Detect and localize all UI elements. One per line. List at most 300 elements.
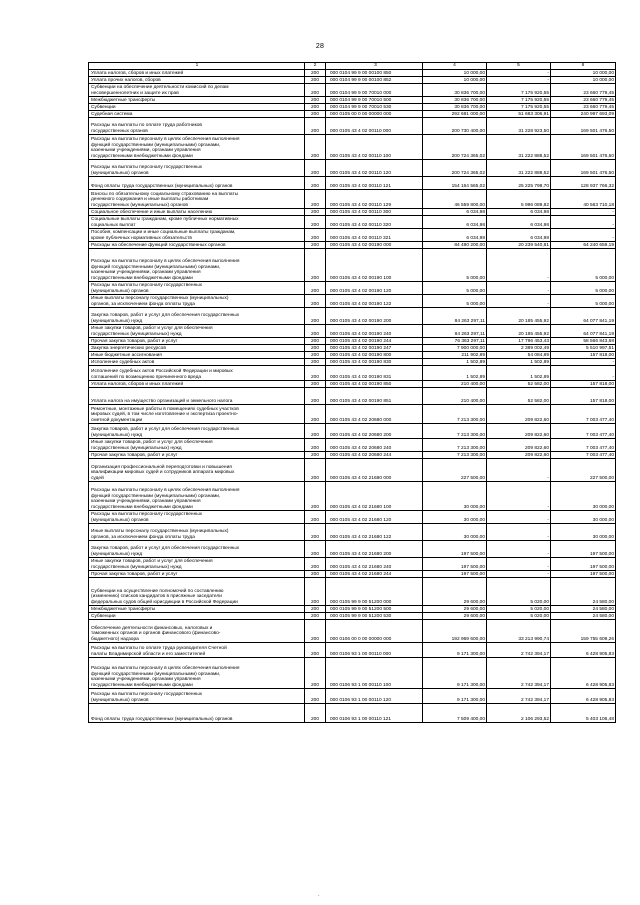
executed-amount-cell: 31 222 888,52: [487, 135, 551, 160]
line-code-cell: 200: [305, 229, 326, 242]
line-code-cell: 200: [305, 658, 326, 689]
table-row: [89, 295, 616, 308]
approved-amount-cell: 76 363 297,11: [423, 338, 487, 345]
remainder-amount-cell: 7 003 477,40: [551, 424, 616, 439]
expense-name-cell: Закупка энергетических ресурсов: [89, 345, 305, 352]
executed-amount-cell: 2 389 002,49: [487, 345, 551, 352]
remainder-amount-cell: 24 580,00: [551, 613, 616, 620]
table-row: [89, 613, 616, 620]
expense-name-cell: Иные закупки товаров, работ и услуг для обеспечения государственных (муниципальных) нужд: [89, 439, 305, 452]
line-code-cell: 200: [305, 606, 326, 613]
remainder-amount-cell: 7 003 477,40: [551, 439, 616, 452]
executed-amount-cell: 54 084,89: [487, 352, 551, 359]
budget-classification-code-cell: 000 0104 99 9 00 70010 530: [326, 104, 423, 111]
approved-amount-cell: 30 000,00: [423, 524, 487, 541]
remainder-amount-cell: 5 000,00: [551, 295, 616, 308]
expense-name-cell: Расходы на выплаты персоналу государственных (муниципальных) органов: [89, 160, 305, 177]
budget-classification-code-cell: 000 0105 43 4 02 21680 122: [326, 524, 423, 541]
expense-name-cell: Расходы на выплаты персоналу в целях обеспечения выполнения функций государственными (муниципальными) органами, казенными учреждениями, органами управления государственными внебюджетными фондами: [89, 135, 305, 160]
approved-amount-cell: 197 500,00: [423, 558, 487, 571]
expense-name-cell: Судебная система: [89, 111, 305, 118]
expense-name-cell: Иные закупки товаров, работ и услуг для обеспечения государственных (муниципальных) нужд: [89, 325, 305, 338]
executed-amount-cell: 1 502,89: [487, 366, 551, 381]
table-row: [89, 97, 616, 104]
line-code-cell: 200: [305, 439, 326, 452]
line-code-cell: 200: [305, 177, 326, 190]
approved-amount-cell: 9 171 300,00: [423, 658, 487, 689]
table-row: [89, 405, 616, 424]
expense-name-cell: Прочая закупка товаров, работ и услуг: [89, 571, 305, 578]
budget-classification-code-cell: 000 0105 43 4 02 00110 321: [326, 229, 423, 242]
budget-classification-code-cell: 000 0105 43 4 02 00110 000: [326, 118, 423, 135]
line-code-cell: 200: [305, 295, 326, 308]
approved-amount-cell: 29 600,00: [423, 613, 487, 620]
line-code-cell: 200: [305, 388, 326, 405]
executed-amount-cell: 2 742 394,17: [487, 643, 551, 658]
expense-name-cell: Субвенции на осуществление полномочий по составлению (изменению) списков кандидатов в присяжные заседатели федеральных судов общей юрисдикции в Российской Федерации: [89, 578, 305, 606]
remainder-amount-cell: 169 501 476,50: [551, 118, 616, 135]
remainder-amount-cell: 5 403 106,48: [551, 704, 616, 723]
approved-amount-cell: 30 836 700,00: [423, 84, 487, 97]
expense-name-cell: Уплата налога на имущество организаций и земельного налога: [89, 388, 305, 405]
budget-classification-code-cell: 000 0105 43 4 02 21680 120: [326, 511, 423, 524]
expense-name-cell: Взносы по обязательному социальному страхованию на выплаты денежного содержания и иные выплаты работникам государственных (муниципальных) органов: [89, 190, 305, 209]
table-row: [89, 606, 616, 613]
executed-amount-cell: 2 742 394,17: [487, 689, 551, 704]
executed-amount-cell: 5 020,00: [487, 606, 551, 613]
executed-amount-cell: 6 034,98: [487, 216, 551, 229]
remainder-amount-cell: 7 003 477,40: [551, 452, 616, 459]
line-code-cell: 200: [305, 209, 326, 216]
table-row: [89, 643, 616, 658]
remainder-amount-cell: -: [551, 359, 616, 366]
approved-amount-cell: 192 969 600,00: [423, 620, 487, 643]
executed-amount-cell: -: [487, 70, 551, 77]
approved-amount-cell: 10 000,00: [423, 77, 487, 84]
budget-classification-code-cell: 000 0105 43 4 02 21680 000: [326, 459, 423, 482]
expense-name-cell: Иные закупки товаров, работ и услуг для обеспечения государственных (муниципальных) нужд: [89, 558, 305, 571]
executed-amount-cell: -: [487, 295, 551, 308]
line-code-cell: 200: [305, 249, 326, 282]
executed-amount-cell: 6 034,98: [487, 229, 551, 242]
executed-amount-cell: 17 796 453,43: [487, 338, 551, 345]
approved-amount-cell: 30 000,00: [423, 482, 487, 511]
table-row: [89, 571, 616, 578]
budget-classification-code-cell: 000 0105 43 4 02 21680 240: [326, 558, 423, 571]
expense-name-cell: Уплата налогов, сборов и иных платежей: [89, 381, 305, 388]
expense-name-cell: Ремонтные, монтажные работы в помещениях судебных участков мировых судей, в том числе изготовление и экспертиза проектно- сметной документации: [89, 405, 305, 424]
budget-table: [88, 62, 616, 723]
table-row: [89, 229, 616, 242]
table-row: [89, 620, 616, 643]
approved-amount-cell: 5 000,00: [423, 282, 487, 295]
line-code-cell: 200: [305, 620, 326, 643]
table-row: [89, 459, 616, 482]
line-code-cell: 200: [305, 338, 326, 345]
approved-amount-cell: 7 213 300,00: [423, 439, 487, 452]
expense-name-cell: Расходы на выплаты персоналу в целях обеспечения выполнения функций государственными (муниципальными) органами, казенными учреждениями, органами управления государственными внебюджетными фондами: [89, 482, 305, 511]
expense-name-cell: Организация профессиональной переподготовки и повышения квалификации мировых судей и сотрудников аппарата мировых судей: [89, 459, 305, 482]
table-row: [89, 118, 616, 135]
budget-classification-code-cell: 000 0105 43 4 02 00190 122: [326, 295, 423, 308]
expense-name-cell: Субвенции: [89, 613, 305, 620]
budget-classification-code-cell: 000 0106 93 1 00 00110 121: [326, 704, 423, 723]
remainder-amount-cell: 64 077 841,19: [551, 325, 616, 338]
line-code-cell: 200: [305, 704, 326, 723]
line-code-cell: 200: [305, 104, 326, 111]
approved-amount-cell: 200 724 365,02: [423, 135, 487, 160]
expense-name-cell: Иные выплаты персоналу государственных (муниципальных) органов, за исключением фонда оплаты труда: [89, 524, 305, 541]
line-code-cell: 200: [305, 541, 326, 558]
remainder-amount-cell: 197 500,00: [551, 541, 616, 558]
budget-classification-code-cell: 000 0105 43 4 02 21680 244: [326, 571, 423, 578]
approved-amount-cell: 29 600,00: [423, 606, 487, 613]
column-number-3: 3: [326, 63, 423, 70]
remainder-amount-cell: 240 997 693,09: [551, 111, 616, 118]
expense-name-cell: Обеспечение деятельности финансовых, налоговых и таможенных органов и органов финансового (финансово- бюджетного) надзора: [89, 620, 305, 643]
executed-amount-cell: 7 175 920,55: [487, 97, 551, 104]
executed-amount-cell: 209 822,60: [487, 439, 551, 452]
executed-amount-cell: -: [487, 524, 551, 541]
executed-amount-cell: 2 106 293,52: [487, 704, 551, 723]
line-code-cell: 200: [305, 325, 326, 338]
expense-name-cell: Уплата налогов, сборов и иных платежей: [89, 70, 305, 77]
approved-amount-cell: 7 509 400,00: [423, 704, 487, 723]
expense-name-cell: Межбюджетные трансферты: [89, 606, 305, 613]
executed-amount-cell: 51 683 306,91: [487, 111, 551, 118]
line-code-cell: 200: [305, 482, 326, 511]
approved-amount-cell: 1 502,89: [423, 359, 487, 366]
column-number-6: 6: [551, 63, 616, 70]
expense-name-cell: Исполнение судебных актов: [89, 359, 305, 366]
table-row: [89, 70, 616, 77]
footer-mark: ·: [318, 893, 320, 899]
budget-classification-code-cell: 000 0106 93 1 00 00110 100: [326, 658, 423, 689]
remainder-amount-cell: 6 428 905,83: [551, 689, 616, 704]
table-row: [89, 216, 616, 229]
remainder-amount-cell: 5 000,00: [551, 249, 616, 282]
line-code-cell: 200: [305, 77, 326, 84]
budget-classification-code-cell: 000 0105 43 4 02 00110 129: [326, 190, 423, 209]
table-row: [89, 689, 616, 704]
remainder-amount-cell: 10 000,00: [551, 70, 616, 77]
budget-classification-code-cell: 000 0105 43 4 02 00110 100: [326, 135, 423, 160]
table-row: [89, 558, 616, 571]
approved-amount-cell: 292 681 000,00: [423, 111, 487, 118]
approved-amount-cell: 227 500,00: [423, 459, 487, 482]
line-code-cell: 200: [305, 70, 326, 77]
expense-name-cell: Иные выплаты персоналу государственных (муниципальных) органов, за исключением фонда оплаты труда: [89, 295, 305, 308]
executed-amount-cell: 1 502,89: [487, 359, 551, 366]
budget-classification-code-cell: 000 0105 43 4 02 00190 247: [326, 345, 423, 352]
remainder-amount-cell: 5 000,00: [551, 282, 616, 295]
remainder-amount-cell: 157 818,00: [551, 388, 616, 405]
budget-classification-code-cell: 000 0106 93 1 00 00110 000: [326, 643, 423, 658]
remainder-amount-cell: 23 660 779,45: [551, 84, 616, 97]
budget-classification-code-cell: 000 0104 99 9 00 70010 500: [326, 97, 423, 104]
line-code-cell: 200: [305, 511, 326, 524]
executed-amount-cell: 25 225 798,70: [487, 177, 551, 190]
table-row: [89, 452, 616, 459]
remainder-amount-cell: 169 501 476,50: [551, 160, 616, 177]
approved-amount-cell: 197 500,00: [423, 571, 487, 578]
approved-amount-cell: 5 000,00: [423, 249, 487, 282]
budget-classification-code-cell: 000 0105 99 9 00 51200 500: [326, 606, 423, 613]
expense-name-cell: Расходы на выплаты по оплате труда работников государственных органов: [89, 118, 305, 135]
remainder-amount-cell: 24 580,00: [551, 578, 616, 606]
remainder-amount-cell: 197 500,00: [551, 571, 616, 578]
budget-classification-code-cell: 000 0106 93 1 00 00110 120: [326, 689, 423, 704]
approved-amount-cell: 84 263 297,11: [423, 308, 487, 325]
expense-name-cell: Межбюджетные трансферты: [89, 97, 305, 104]
table-row: [89, 104, 616, 111]
remainder-amount-cell: -: [551, 229, 616, 242]
table-row: [89, 160, 616, 177]
remainder-amount-cell: 58 566 843,68: [551, 338, 616, 345]
approved-amount-cell: 200 730 400,00: [423, 118, 487, 135]
budget-classification-code-cell: 000 0105 43 4 02 00190 830: [326, 359, 423, 366]
expense-name-cell: Закупка товаров, работ и услуг для обеспечения государственных (муниципальных) нужд: [89, 424, 305, 439]
budget-classification-code-cell: 000 0105 43 4 02 20680 000: [326, 405, 423, 424]
table-row: [89, 111, 616, 118]
table-row: [89, 578, 616, 606]
table-row: [89, 249, 616, 282]
approved-amount-cell: 197 500,00: [423, 541, 487, 558]
table-row: [89, 325, 616, 338]
approved-amount-cell: 7 213 300,00: [423, 452, 487, 459]
remainder-amount-cell: 227 500,00: [551, 459, 616, 482]
executed-amount-cell: 20 185 455,92: [487, 325, 551, 338]
remainder-amount-cell: 159 755 609,26: [551, 620, 616, 643]
remainder-amount-cell: 10 000,00: [551, 77, 616, 84]
budget-classification-code-cell: 000 0106 00 0 00 00000 000: [326, 620, 423, 643]
table-row: [89, 345, 616, 352]
approved-amount-cell: 154 164 565,02: [423, 177, 487, 190]
line-code-cell: 200: [305, 111, 326, 118]
expense-name-cell: Социальные выплаты гражданам, кроме публичных нормативных социальных выплат: [89, 216, 305, 229]
executed-amount-cell: 209 822,60: [487, 405, 551, 424]
executed-amount-cell: -: [487, 249, 551, 282]
budget-classification-code-cell: 000 0105 43 4 02 00190 240: [326, 325, 423, 338]
line-code-cell: 200: [305, 308, 326, 325]
line-code-cell: 200: [305, 405, 326, 424]
executed-amount-cell: -: [487, 459, 551, 482]
table-row: [89, 424, 616, 439]
line-code-cell: 200: [305, 359, 326, 366]
budget-classification-code-cell: 000 0105 43 4 02 00190 000: [326, 242, 423, 249]
expense-name-cell: Субвенции на обеспечение деятельности комиссий по делам несовершеннолетних и защите их прав: [89, 84, 305, 97]
approved-amount-cell: 9 171 300,00: [423, 643, 487, 658]
approved-amount-cell: 84 480 200,00: [423, 242, 487, 249]
line-code-cell: 200: [305, 558, 326, 571]
executed-amount-cell: -: [487, 571, 551, 578]
line-code-cell: 200: [305, 282, 326, 295]
expense-name-cell: Закупка товаров, работ и услуг для обеспечения государственных (муниципальных) нужд: [89, 541, 305, 558]
expense-name-cell: Фонд оплаты труда государственных (муниципальных) органов: [89, 177, 305, 190]
line-code-cell: 200: [305, 135, 326, 160]
line-code-cell: 200: [305, 242, 326, 249]
remainder-amount-cell: 23 660 779,45: [551, 97, 616, 104]
remainder-amount-cell: 157 818,00: [551, 381, 616, 388]
remainder-amount-cell: 30 000,00: [551, 482, 616, 511]
budget-classification-code-cell: 000 0105 43 4 02 21680 100: [326, 482, 423, 511]
remainder-amount-cell: 197 500,00: [551, 558, 616, 571]
line-code-cell: 200: [305, 613, 326, 620]
executed-amount-cell: -: [487, 77, 551, 84]
table-row: [89, 482, 616, 511]
table-row: [89, 439, 616, 452]
column-number-5: 5: [487, 63, 551, 70]
expense-name-cell: Фонд оплаты труда государственных (муниципальных) органов: [89, 704, 305, 723]
approved-amount-cell: 211 902,89: [423, 352, 487, 359]
line-code-cell: 200: [305, 452, 326, 459]
line-code-cell: 200: [305, 345, 326, 352]
approved-amount-cell: 30 836 700,00: [423, 104, 487, 111]
table-row: [89, 511, 616, 524]
table-row: [89, 658, 616, 689]
approved-amount-cell: 84 263 297,11: [423, 325, 487, 338]
approved-amount-cell: 10 000,00: [423, 70, 487, 77]
approved-amount-cell: 5 000,00: [423, 295, 487, 308]
table-row: [89, 209, 616, 216]
approved-amount-cell: 7 213 300,00: [423, 405, 487, 424]
expense-name-cell: Расходы на выплаты персоналу в целях обеспечения выполнения функций государственными (муниципальными) органами, казенными учреждениями, органами управления государственными внебюджетными фондами: [89, 658, 305, 689]
executed-amount-cell: 52 582,00: [487, 388, 551, 405]
line-code-cell: 200: [305, 97, 326, 104]
budget-classification-code-cell: 000 0105 43 4 02 00110 320: [326, 216, 423, 229]
budget-classification-code-cell: 000 0105 43 4 02 00190 100: [326, 249, 423, 282]
remainder-amount-cell: -: [551, 209, 616, 216]
remainder-amount-cell: 169 501 476,50: [551, 135, 616, 160]
expense-name-cell: Закупка товаров, работ и услуг для обеспечения государственных (муниципальных) нужд: [89, 308, 305, 325]
executed-amount-cell: 5 996 089,82: [487, 190, 551, 209]
executed-amount-cell: 2 742 394,17: [487, 658, 551, 689]
approved-amount-cell: 30 836 700,00: [423, 97, 487, 104]
line-code-cell: 200: [305, 118, 326, 135]
expense-name-cell: Иные бюджетные ассигнования: [89, 352, 305, 359]
approved-amount-cell: 7 213 300,00: [423, 424, 487, 439]
expense-name-cell: Расходы на выплаты персоналу государственных (муниципальных) органов: [89, 689, 305, 704]
table-row: [89, 366, 616, 381]
expense-name-cell: Расходы на выплаты по оплате труда руководителя Счетной палаты Владимирской области и его заместителей: [89, 643, 305, 658]
executed-amount-cell: -: [487, 482, 551, 511]
executed-amount-cell: 5 020,00: [487, 578, 551, 606]
expense-name-cell: Уплата прочих налогов, сборов: [89, 77, 305, 84]
executed-amount-cell: 7 175 920,55: [487, 84, 551, 97]
table-row: [89, 242, 616, 249]
line-code-cell: 200: [305, 352, 326, 359]
expense-name-cell: Исполнение судебных актов Российской Федерации и мировых соглашений по возмещению причиненного вреда: [89, 366, 305, 381]
budget-classification-code-cell: 000 0105 43 4 02 00190 800: [326, 352, 423, 359]
budget-classification-code-cell: 000 0105 99 9 00 51200 000: [326, 578, 423, 606]
executed-amount-cell: 7 175 920,55: [487, 104, 551, 111]
budget-classification-code-cell: 000 0105 43 4 02 21680 200: [326, 541, 423, 558]
remainder-amount-cell: -: [551, 366, 616, 381]
budget-classification-code-cell: 000 0105 43 4 02 00190 831: [326, 366, 423, 381]
line-code-cell: 200: [305, 524, 326, 541]
executed-amount-cell: 33 213 990,74: [487, 620, 551, 643]
line-code-cell: 200: [305, 424, 326, 439]
executed-amount-cell: 209 822,60: [487, 452, 551, 459]
approved-amount-cell: 200 724 365,02: [423, 160, 487, 177]
approved-amount-cell: 6 034,98: [423, 229, 487, 242]
line-code-cell: 200: [305, 571, 326, 578]
table-row: [89, 541, 616, 558]
budget-classification-code-cell: 000 0105 43 4 02 20680 240: [326, 439, 423, 452]
line-code-cell: 200: [305, 578, 326, 606]
column-number-row: [89, 63, 616, 70]
approved-amount-cell: 210 400,00: [423, 388, 487, 405]
remainder-amount-cell: 30 000,00: [551, 511, 616, 524]
budget-classification-code-cell: 000 0105 00 0 00 00000 000: [326, 111, 423, 118]
table-row: [89, 381, 616, 388]
table-row: [89, 135, 616, 160]
approved-amount-cell: 1 502,89: [423, 366, 487, 381]
table-row: [89, 308, 616, 325]
expense-name-cell: Расходы на выплаты персоналу государственных (муниципальных) органов: [89, 511, 305, 524]
approved-amount-cell: 9 171 300,00: [423, 689, 487, 704]
executed-amount-cell: -: [487, 541, 551, 558]
expense-name-cell: Прочая закупка товаров, работ и услуг: [89, 338, 305, 345]
remainder-amount-cell: 6 428 905,83: [551, 643, 616, 658]
budget-classification-code-cell: 000 0104 99 9 00 00100 852: [326, 77, 423, 84]
line-code-cell: 200: [305, 459, 326, 482]
remainder-amount-cell: 24 580,00: [551, 606, 616, 613]
remainder-amount-cell: 5 510 997,51: [551, 345, 616, 352]
budget-classification-code-cell: 000 0104 99 9 00 70010 000: [326, 84, 423, 97]
remainder-amount-cell: 64 240 659,19: [551, 242, 616, 249]
remainder-amount-cell: 6 428 905,83: [551, 658, 616, 689]
remainder-amount-cell: 40 563 710,18: [551, 190, 616, 209]
executed-amount-cell: 5 020,00: [487, 613, 551, 620]
line-code-cell: 200: [305, 160, 326, 177]
budget-classification-code-cell: 000 0105 43 4 02 00110 120: [326, 160, 423, 177]
executed-amount-cell: 209 822,60: [487, 424, 551, 439]
table-row: [89, 338, 616, 345]
column-number-1: 1: [89, 63, 305, 70]
executed-amount-cell: -: [487, 511, 551, 524]
executed-amount-cell: -: [487, 558, 551, 571]
table-body: [89, 63, 616, 723]
expense-name-cell: Социальное обеспечение и иные выплаты населению: [89, 209, 305, 216]
expense-name-cell: Расходы на выплаты персоналу государственных (муниципальных) органов: [89, 282, 305, 295]
table-row: [89, 352, 616, 359]
table-row: [89, 282, 616, 295]
expense-name-cell: Субвенции: [89, 104, 305, 111]
executed-amount-cell: 52 582,00: [487, 381, 551, 388]
budget-classification-code-cell: 000 0105 43 4 02 20680 200: [326, 424, 423, 439]
approved-amount-cell: 6 034,98: [423, 216, 487, 229]
executed-amount-cell: -: [487, 282, 551, 295]
line-code-cell: 200: [305, 190, 326, 209]
executed-amount-cell: 20 185 455,92: [487, 308, 551, 325]
column-number-4: 4: [423, 63, 487, 70]
approved-amount-cell: 29 600,00: [423, 578, 487, 606]
expense-name-cell: Прочая закупка товаров, работ и услуг: [89, 452, 305, 459]
remainder-amount-cell: 64 077 841,19: [551, 308, 616, 325]
budget-classification-code-cell: 000 0105 43 4 02 00190 851: [326, 388, 423, 405]
expense-name-cell: Расходы на выплаты персоналу в целях обеспечения выполнения функций государственными (муниципальными) органами, казенными учреждениями, органами управления государственными внебюджетными фондами: [89, 249, 305, 282]
expense-name-cell: Пособия, компенсации и иные социальные выплаты гражданам, кроме публичных нормативных обязательств: [89, 229, 305, 242]
approved-amount-cell: 6 034,98: [423, 209, 487, 216]
line-code-cell: 200: [305, 643, 326, 658]
budget-classification-code-cell: 000 0105 43 4 02 00190 200: [326, 308, 423, 325]
remainder-amount-cell: -: [551, 216, 616, 229]
line-code-cell: 200: [305, 216, 326, 229]
table-row: [89, 177, 616, 190]
table-row: [89, 704, 616, 723]
line-code-cell: 200: [305, 381, 326, 388]
